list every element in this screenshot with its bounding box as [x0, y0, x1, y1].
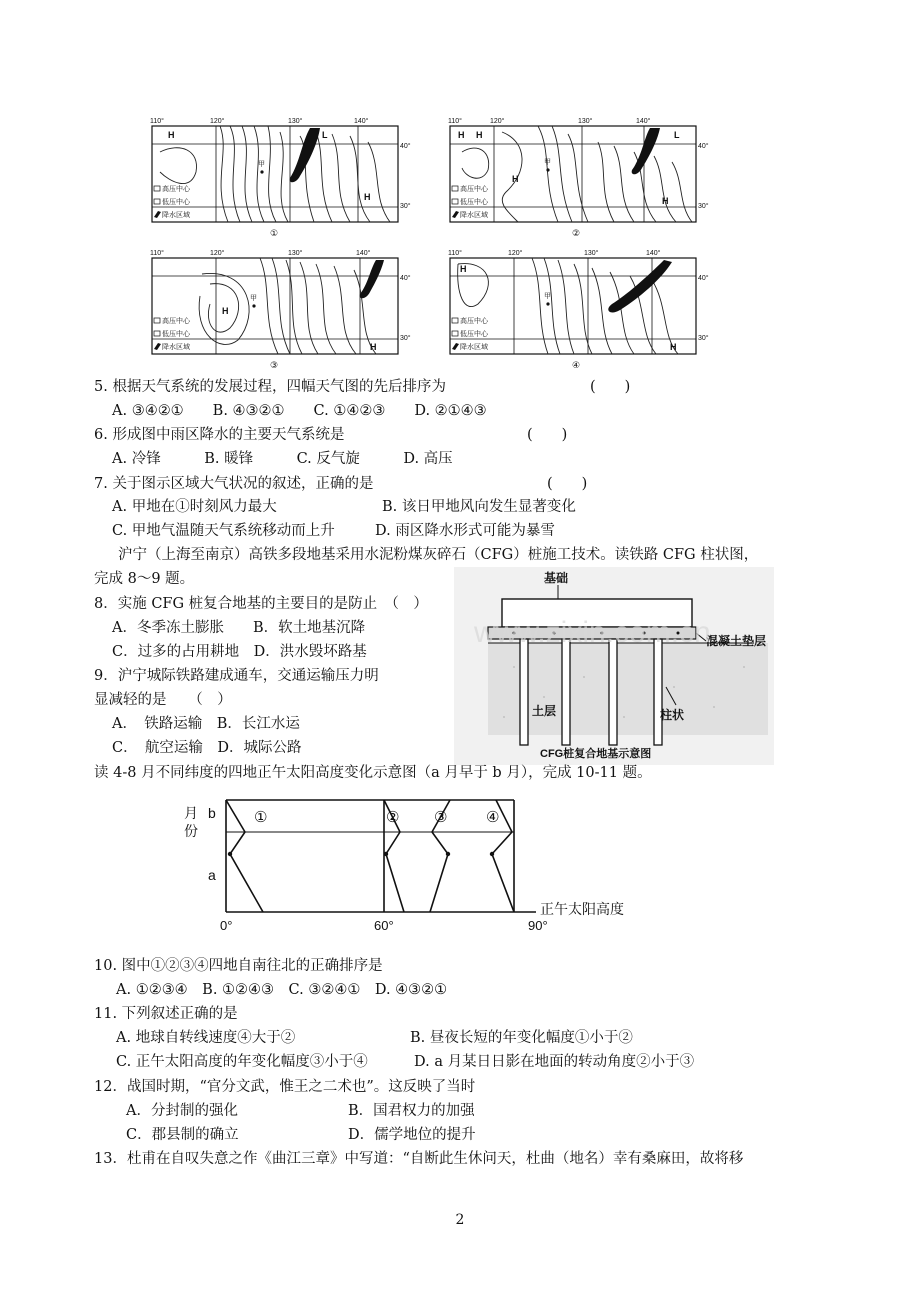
a-label: a [208, 867, 216, 883]
intro-8-9-line1: 沪宁（上海至南京）高铁多段地基采用水泥粉煤灰碎石（CFG）桩施工技术。读铁路 CFG 柱状图， [118, 547, 759, 563]
svg-text:降水区域: 降水区域 [460, 212, 488, 219]
question-12-option-a: A．分封制的强化 [126, 1103, 238, 1119]
svg-text:甲: 甲 [250, 295, 257, 302]
y-label-2: 份 [184, 823, 198, 839]
svg-text:H: H [476, 130, 483, 140]
svg-text:甲: 甲 [544, 159, 551, 166]
weather-map-panel-2 [448, 117, 709, 238]
x-tick-60: 60° [374, 918, 394, 933]
map-legend [154, 316, 191, 351]
question-11-option-b: B. 昼夜长短的年变化幅度①小于② [410, 1030, 633, 1046]
svg-text:30°: 30° [400, 335, 411, 342]
svg-text:140°: 140° [636, 118, 651, 125]
svg-text:甲: 甲 [258, 161, 265, 168]
map-legend [154, 184, 191, 219]
svg-text:30°: 30° [400, 203, 411, 210]
svg-text:低压中心: 低压中心 [460, 331, 488, 338]
pile-label: 柱状 [660, 708, 685, 722]
svg-text:降水区域: 降水区域 [162, 344, 190, 351]
question-12-option-d: D．儒学地位的提升 [348, 1127, 476, 1143]
question-11-stem: 11. 下列叙述正确的是 [94, 1006, 238, 1022]
question-12-option-b: B．国君权力的加强 [348, 1103, 475, 1119]
question-6-options: A. 冷锋 B. 暖锋 C. 反气旋 D. 高压 [112, 451, 453, 467]
b-label: b [208, 805, 216, 821]
svg-text:低压中心: 低压中心 [162, 199, 190, 206]
svg-text:高压中心: 高压中心 [162, 318, 190, 325]
svg-text:L: L [322, 130, 328, 140]
question-5-bracket: ( ) [590, 379, 631, 395]
question-12-option-c: C．郡县制的确立 [126, 1127, 239, 1143]
question-5-stem: 5. 根据天气系统的发展过程，四幅天气图的先后排序为 [94, 379, 446, 395]
cfg-pile-diagram [454, 567, 774, 765]
cfg-caption: CFG桩复合地基示意图 [540, 748, 652, 760]
svg-text:降水区域: 降水区域 [162, 212, 190, 219]
solar-elevation-diagram [180, 796, 660, 938]
question-13-stem: 13．杜甫在自叹失意之作《曲江三章》中写道：“自断此生休问天，杜曲（地名）幸有桑麻田，故将移 [94, 1151, 744, 1167]
svg-text:120°: 120° [490, 118, 505, 125]
x-axis-label: 正午太阳高度 [540, 901, 624, 917]
svg-text:H: H [458, 130, 465, 140]
svg-text:H: H [222, 306, 229, 316]
soil-label: 土层 [532, 704, 557, 718]
map-legend [452, 316, 489, 351]
svg-text:H: H [662, 196, 669, 206]
intro-10-11: 读 4-8 月不同纬度的四地正午太阳高度变化示意图（a 月早于 b 月），完成 10-11 题。 [94, 765, 652, 781]
question-5-options: A. ③④②① B. ④③②① C. ①④②③ D. ②①④③ [112, 403, 487, 419]
weather-maps-figure [140, 112, 720, 374]
svg-text:30°: 30° [698, 203, 709, 210]
question-10-options: A. ①②③④ B. ①②④③ C. ③②④① D. ④③②① [116, 982, 448, 998]
watermark: www.zixin.com.cn [474, 616, 711, 649]
question-8-options-cd: C．过多的占用耕地 D．洪水毁坏路基 [112, 644, 367, 660]
page-number: 2 [455, 1212, 465, 1228]
question-9-stem-2: 显减轻的是 （ ） [94, 692, 232, 708]
question-11-option-d: D. a 月某日日影在地面的转动角度②小于③ [414, 1054, 695, 1070]
question-11-option-c: C. 正午太阳高度的年变化幅度③小于④ [116, 1054, 368, 1070]
svg-text:高压中心: 高压中心 [162, 186, 190, 193]
svg-text:H: H [168, 130, 175, 140]
cushion-label: 混凝土垫层 [706, 634, 767, 648]
svg-text:140°: 140° [646, 250, 661, 257]
svg-text:低压中心: 低压中心 [460, 199, 488, 206]
lon-label: 110° [150, 118, 164, 125]
svg-text:①: ① [270, 228, 279, 238]
svg-text:H: H [364, 192, 371, 202]
weather-map-panel-3 [150, 249, 411, 370]
curve-label-1: ① [254, 809, 268, 826]
svg-text:L: L [674, 130, 680, 140]
svg-text:40°: 40° [400, 275, 411, 282]
svg-text:130°: 130° [288, 118, 303, 125]
svg-text:30°: 30° [698, 335, 709, 342]
svg-text:H: H [512, 174, 519, 184]
svg-text:高压中心: 高压中心 [460, 318, 488, 325]
svg-text:130°: 130° [288, 250, 303, 257]
x-tick-0: 0° [220, 918, 233, 933]
question-11-option-a: A. 地球自转线速度④大于② [116, 1030, 296, 1046]
svg-text:40°: 40° [698, 143, 709, 150]
question-6-bracket: ( ) [527, 427, 568, 443]
curve-label-3: ③ [434, 809, 448, 826]
question-7-option-c: C. 甲地气温随天气系统移动而上升 [112, 523, 335, 539]
svg-text:③: ③ [270, 360, 279, 370]
svg-text:高压中心: 高压中心 [460, 186, 488, 193]
intro-8-9-line2: 完成 8～9 题。 [94, 571, 195, 587]
svg-text:130°: 130° [578, 118, 593, 125]
weather-map-panel-4 [448, 249, 709, 370]
svg-text:120°: 120° [508, 250, 523, 257]
svg-text:②: ② [572, 228, 581, 238]
svg-text:降水区域: 降水区域 [460, 344, 488, 351]
curve-label-4: ④ [486, 809, 500, 826]
svg-text:110°: 110° [448, 118, 462, 125]
svg-text:低压中心: 低压中心 [162, 331, 190, 338]
svg-text:H: H [460, 264, 467, 274]
foundation-label: 基础 [544, 571, 569, 585]
question-7-bracket: ( ) [547, 476, 588, 492]
svg-text:H: H [670, 342, 677, 352]
question-10-stem: 10. 图中①②③④四地自南往北的正确排序是 [94, 958, 383, 974]
question-7-option-b: B. 该日甲地风向发生显著变化 [382, 499, 576, 515]
svg-text:140°: 140° [354, 118, 369, 125]
question-7-option-a: A. 甲地在①时刻风力最大 [112, 499, 277, 515]
svg-text:40°: 40° [698, 275, 709, 282]
svg-text:120°: 120° [210, 118, 225, 125]
svg-text:110°: 110° [448, 250, 462, 257]
question-8-options-ab: A．冬季冻土膨胀 B．软土地基沉降 [112, 620, 366, 636]
svg-text:130°: 130° [584, 250, 599, 257]
x-tick-90: 90° [528, 918, 548, 933]
question-9-options-cd: C． 航空运输 D．城际公路 [112, 740, 302, 756]
svg-text:140°: 140° [356, 250, 371, 257]
question-9-options-ab: A． 铁路运输 B．长江水运 [112, 716, 300, 732]
question-8-stem: 8．实施 CFG 桩复合地基的主要目的是防止 （ ） [94, 596, 428, 612]
svg-text:40°: 40° [400, 143, 411, 150]
question-6-stem: 6. 形成图中雨区降水的主要天气系统是 [94, 427, 345, 443]
question-7-option-d: D. 雨区降水形式可能为暴雪 [375, 523, 555, 539]
question-7-stem: 7. 关于图示区域大气状况的叙述，正确的是 [94, 476, 374, 492]
question-9-stem-1: 9．沪宁城际铁路建成通车，交通运输压力明 [94, 668, 379, 684]
svg-text:甲: 甲 [544, 293, 551, 300]
weather-map-panel-1 [150, 117, 411, 238]
y-label-1: 月 [184, 805, 198, 821]
map-legend [452, 184, 489, 219]
svg-text:120°: 120° [210, 250, 225, 257]
svg-text:④: ④ [572, 360, 581, 370]
question-12-stem: 12．战国时期，“官分文武，惟王之二术也”。这反映了当时 [94, 1079, 476, 1095]
svg-text:H: H [370, 342, 377, 352]
svg-text:110°: 110° [150, 250, 164, 257]
curve-label-2: ② [386, 809, 400, 826]
